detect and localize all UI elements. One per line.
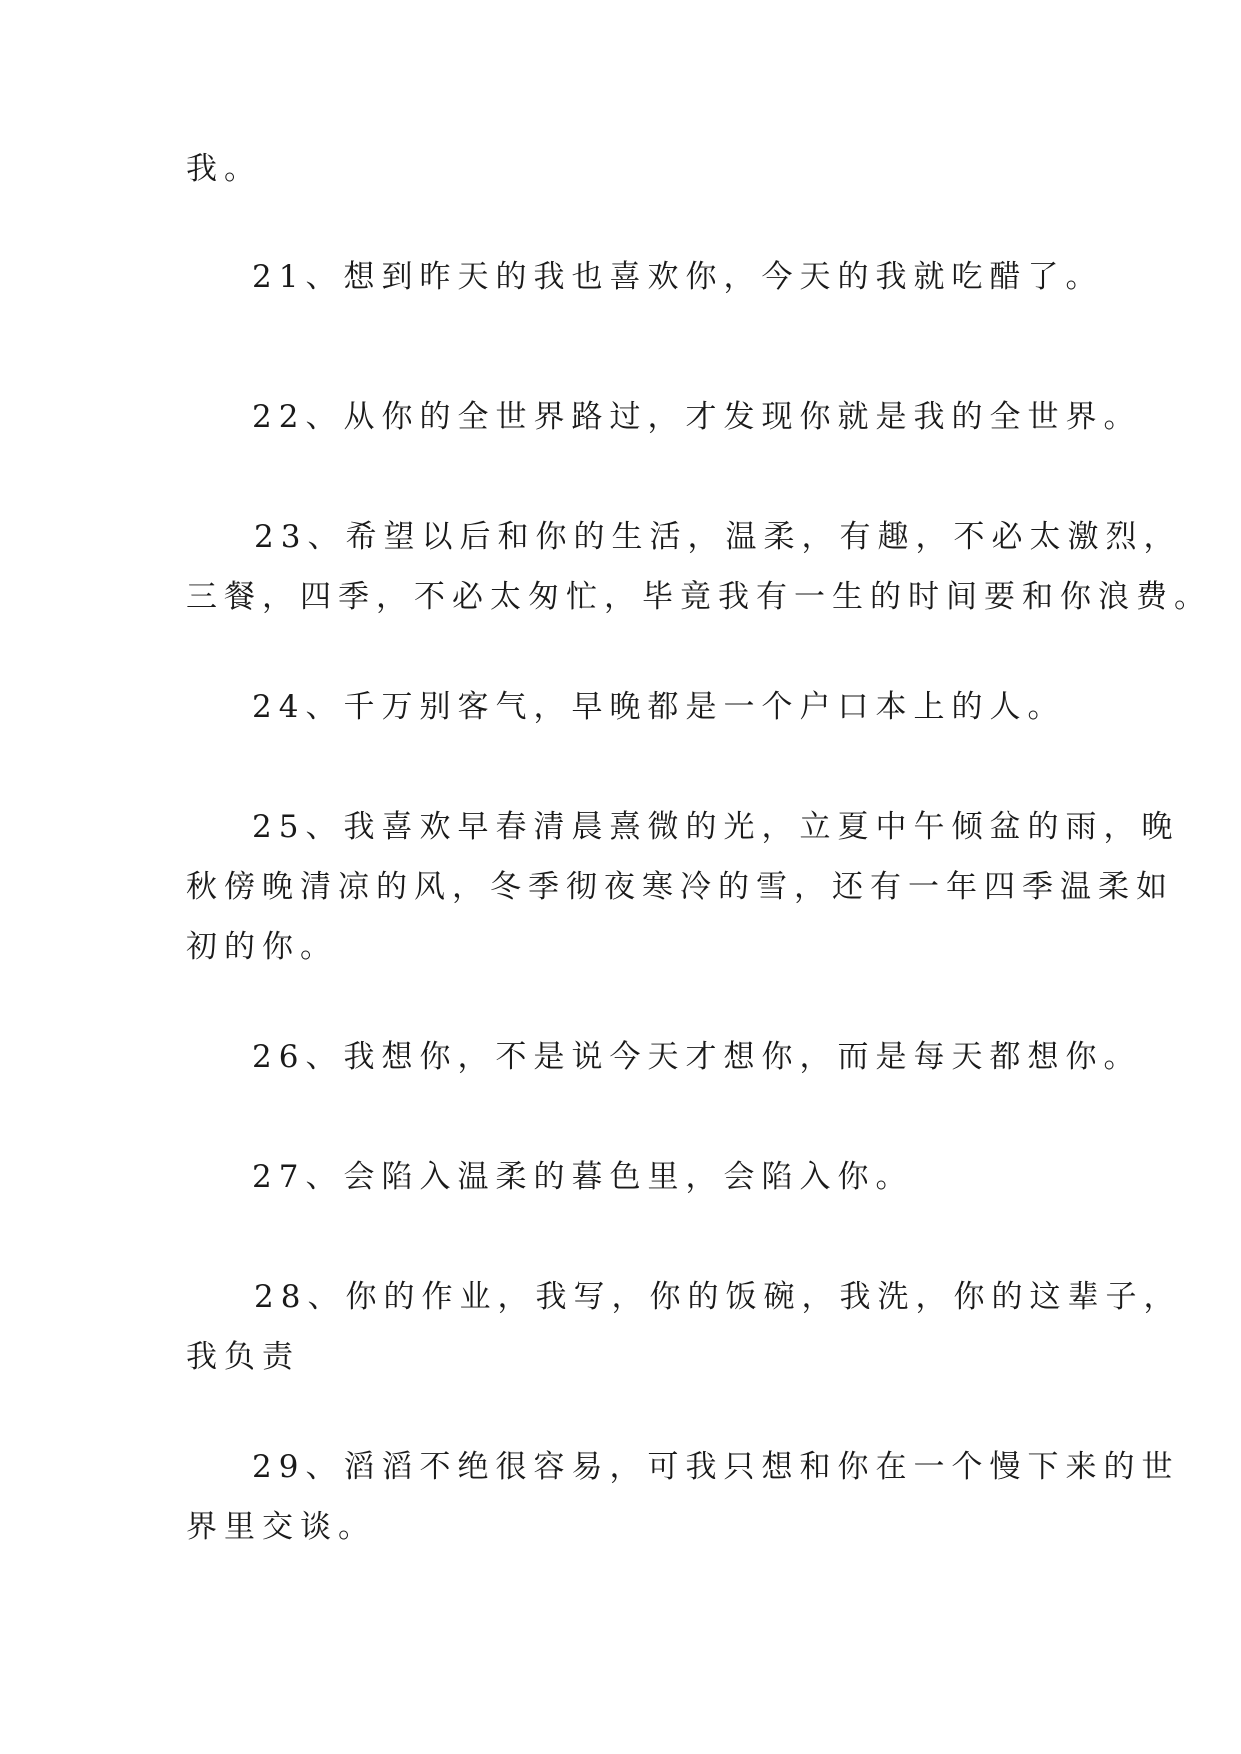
text-line-item-26: 26、我想你，不是说今天才想你，而是每天都想你。 — [252, 1039, 1142, 1075]
text-line-item-25-part-3: 初的你。 — [186, 929, 338, 965]
text-line-item-21: 21、想到昨天的我也喜欢你，今天的我就吃醋了。 — [252, 259, 1104, 295]
text-line-item-24: 24、千万别客气，早晚都是一个户口本上的人。 — [252, 689, 1066, 725]
text-line-item-25-part-2: 秋傍晚清凉的风，冬季彻夜寒冷的雪，还有一年四季温柔如 — [186, 869, 1174, 905]
text-line-item-22: 22、从你的全世界路过，才发现你就是我的全世界。 — [252, 399, 1142, 435]
text-line-item-28-part-2: 我负责 — [186, 1339, 300, 1375]
text-line-item-28-part-1: 28、你的作业，我写，你的饭碗，我洗，你的这辈子， — [254, 1279, 1182, 1315]
text-line-item-27: 27、会陷入温柔的暮色里，会陷入你。 — [252, 1159, 914, 1195]
text-line-item-23-part-1: 23、希望以后和你的生活，温柔，有趣，不必太激烈， — [254, 519, 1182, 555]
text-line-item-29-part-2: 界里交谈。 — [186, 1509, 376, 1545]
text-line-item-29-part-1: 29、滔滔不绝很容易，可我只想和你在一个慢下来的世 — [252, 1449, 1180, 1485]
text-line-item-23-part-2: 三餐，四季，不必太匆忙，毕竟我有一生的时间要和你浪费。 — [186, 579, 1212, 615]
text-line-item-25-part-1: 25、我喜欢早春清晨熹微的光，立夏中午倾盆的雨，晚 — [252, 809, 1180, 845]
text-line-continuation-20: 我。 — [186, 151, 262, 187]
